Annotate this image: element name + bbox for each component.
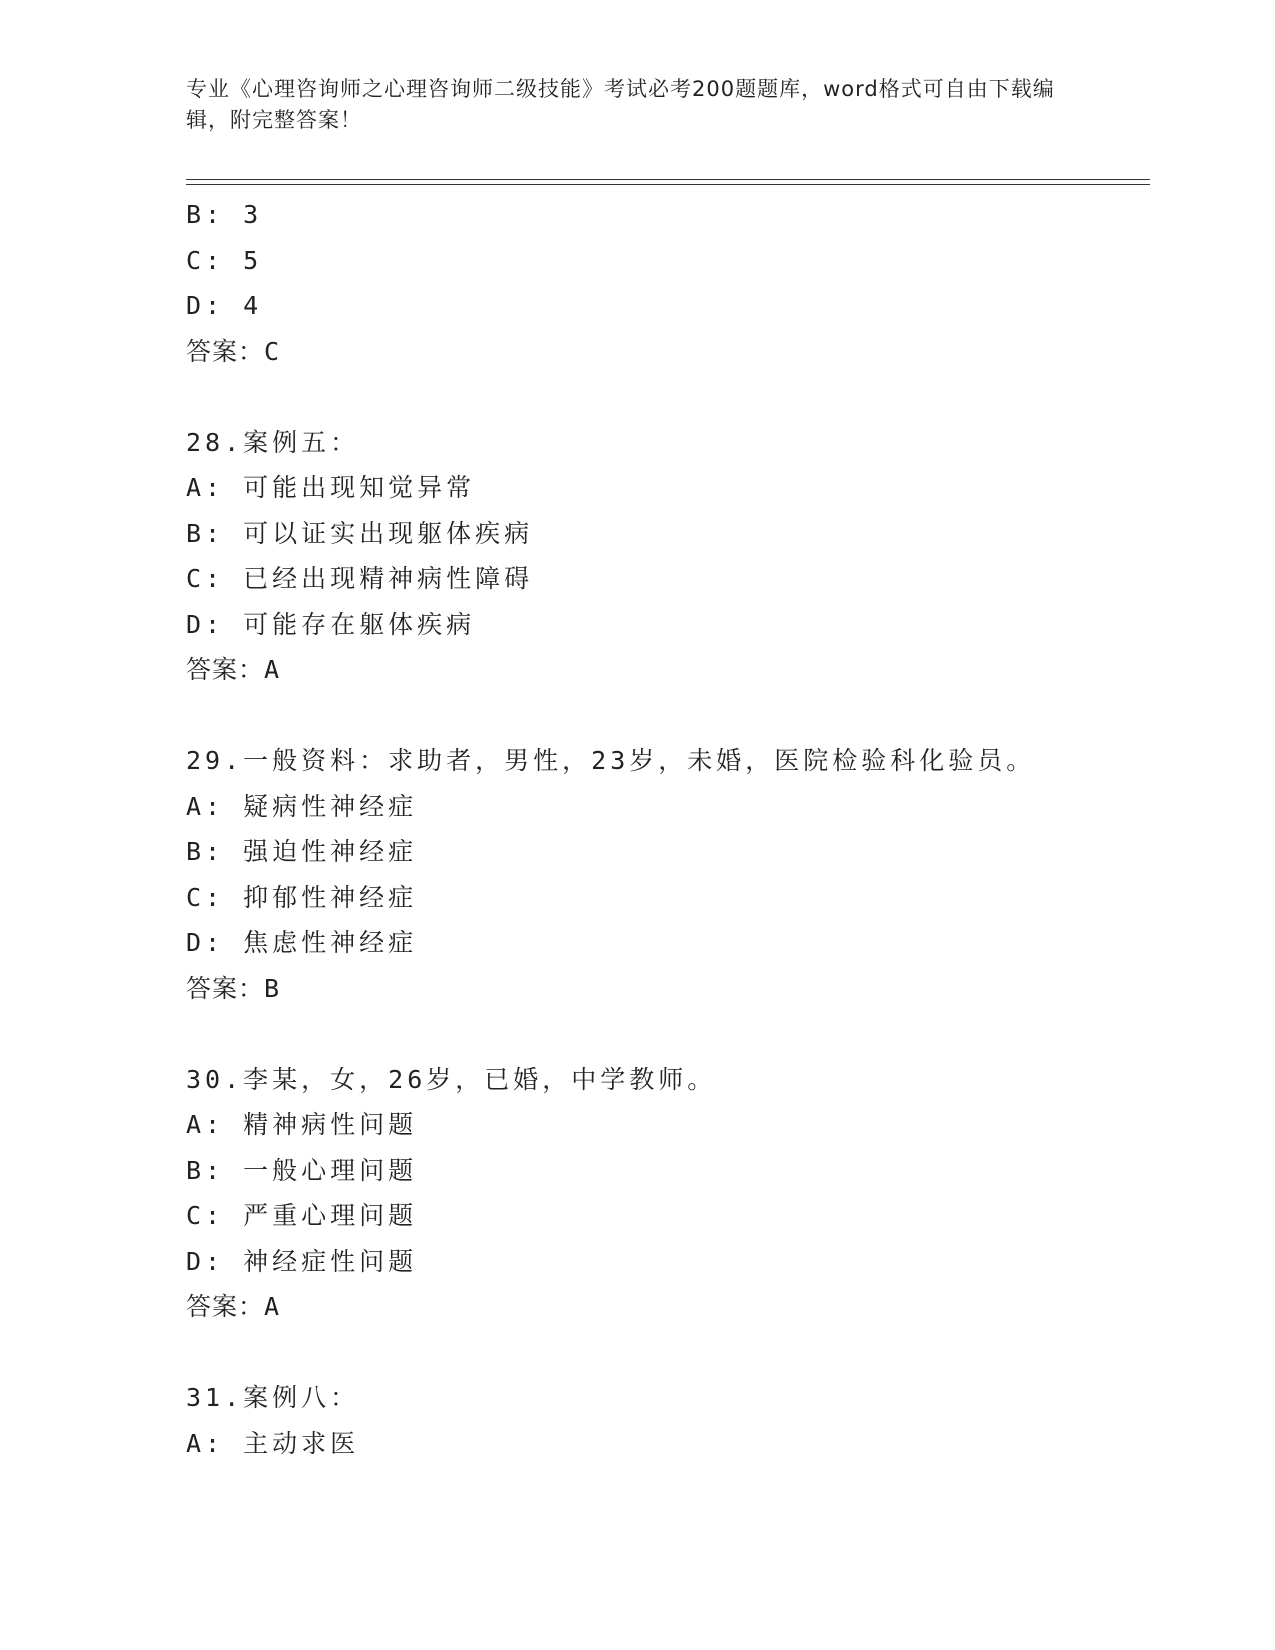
answer-line [186,647,1150,693]
option-c: C: 严重心理问题 [186,1201,418,1230]
option-b: B: 可以证实出现躯体疾病 [186,518,534,548]
option-a: A: 可能出现知觉异常 [186,473,476,502]
question-30 [186,1057,1150,1330]
spacer [186,1011,1150,1057]
answer-label: 答案： [186,973,265,1003]
question-partial [186,192,1150,374]
answer-value: B [264,973,281,1003]
option-d: D: 焦虑性神经症 [186,928,418,957]
option-d: D: 4 [186,291,263,320]
question-list [186,192,1150,1466]
spacer [186,693,1150,739]
answer-label: 答案： [186,655,265,684]
answer-label: 答案： [186,1292,265,1321]
question-stem: 28.案例五： [186,427,360,457]
answer-line [186,966,1150,1012]
question-29 [186,738,1150,1011]
question-31 [186,1375,1150,1466]
question-28 [186,420,1150,693]
answer-label: 答案： [186,336,265,366]
answer-value: A [264,655,281,684]
option-c: C: 已经出现精神病性障碍 [186,564,534,593]
option-b: B: 3 [186,200,263,229]
spacer [186,374,1150,420]
question-stem: 31.案例八： [186,1383,360,1412]
option-d: D: 可能存在躯体疾病 [186,609,476,639]
option-b: B: 强迫性神经症 [186,837,418,866]
page-header: 专业《心理咨询师之心理咨询师二级技能》考试必考200题题库，word格式可自由下载编辑，附完整答案！ [186,77,1055,132]
option-c: C: 5 [186,245,263,275]
option-c: C: 抑郁性神经症 [186,882,418,912]
question-stem: 30.李某，女，26岁，已婚，中学教师。 [186,1064,717,1094]
option-d: D: 神经症性问题 [186,1246,418,1276]
option-a: A: 精神病性问题 [186,1110,418,1139]
answer-line [186,329,1150,375]
option-a: A: 疑病性神经症 [186,791,418,821]
header-rule-top [186,179,1150,180]
question-stem: 29.一般资料：求助者，男性，23岁，未婚，医院检验科化验员。 [186,746,1036,775]
answer-value: C [264,336,281,366]
option-b: B: 一般心理问题 [186,1155,418,1185]
header-rule-bottom [186,184,1150,185]
option-a: A: 主动求医 [186,1428,360,1458]
spacer [186,1330,1150,1376]
answer-line [186,1284,1150,1330]
answer-value: A [264,1292,281,1321]
